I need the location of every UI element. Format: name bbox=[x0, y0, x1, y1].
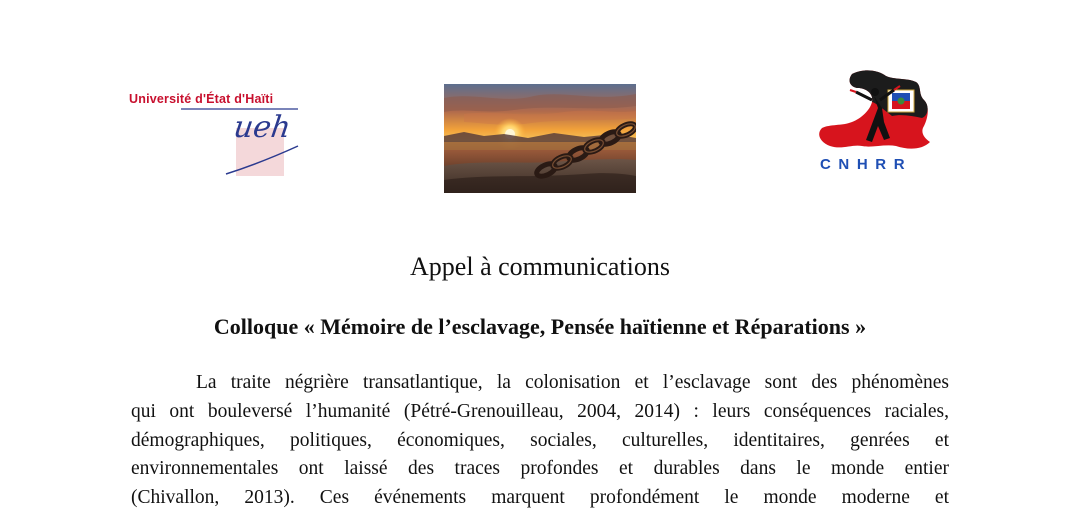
paragraph-line: (Chivallon, 2013). Ces événements marquent profondément le monde moderne et bbox=[131, 487, 949, 509]
cnhrr-acronym: CNHRR bbox=[820, 156, 913, 173]
paragraph-line: démographiques, politiques, économiques, sociales, culturelles, identitaires, genrées et bbox=[131, 429, 949, 451]
ueh-logo bbox=[126, 88, 301, 178]
paragraph-line: qui ont bouleversé l’humanité (Pétré-Grenouilleau, 2004, 2014) : leurs conséquences raciales, bbox=[131, 400, 949, 422]
ueh-mark-text: ueh bbox=[231, 110, 293, 145]
cnhrr-logo bbox=[812, 66, 936, 178]
paragraph-line: environnementales ont laissé des traces profondes et durables dans le monde entier bbox=[131, 458, 949, 480]
body-paragraph bbox=[131, 369, 949, 513]
ueh-university-name: Université d'État d'Haïti bbox=[129, 92, 274, 106]
sunset-chain-photo bbox=[444, 84, 636, 193]
colloquium-title: Colloque « Mémoire de l’esclavage, Pensée haïtienne et Réparations » bbox=[213, 314, 867, 339]
haiti-map-icon bbox=[812, 66, 936, 156]
page-title: Appel à communications bbox=[410, 252, 670, 281]
paragraph-line: La traite négrière transatlantique, la colonisation et l’esclavage sont des phénomènes bbox=[196, 372, 949, 393]
